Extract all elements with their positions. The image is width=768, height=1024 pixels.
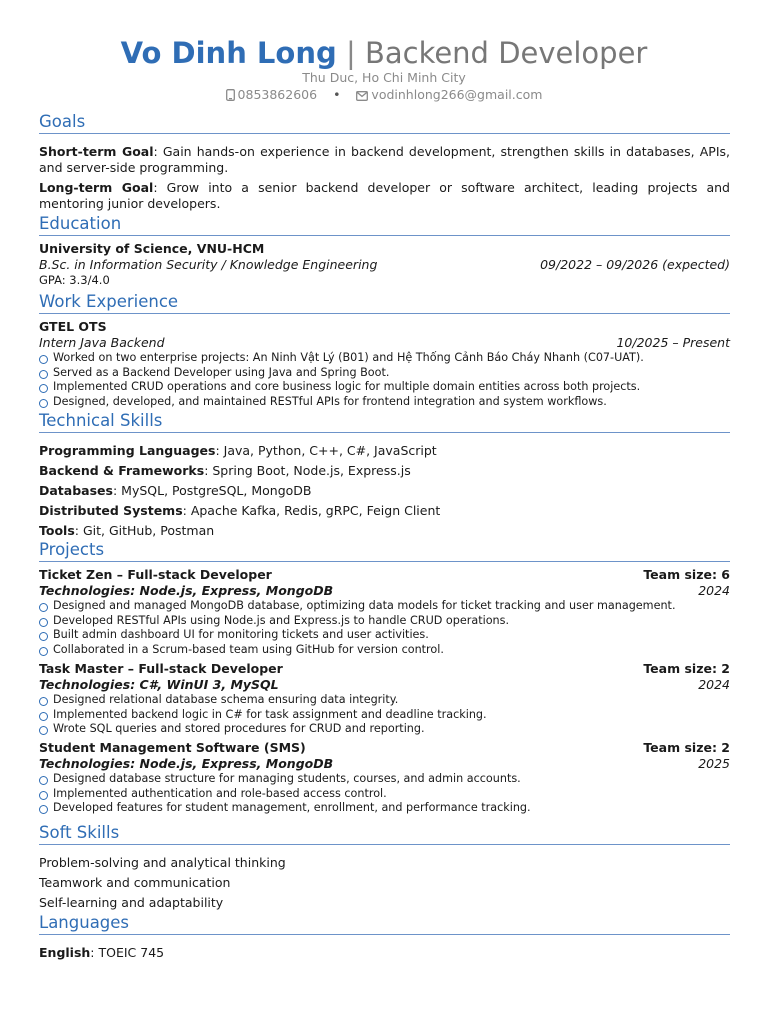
education-dates: 09/2022 – 09/2026 (expected) [540,257,730,272]
list-item: Problem-solving and analytical thinking [39,855,286,870]
resume-header [0,0,768,105]
project-tech: Technologies: Node.js, Express, MongoDB [39,755,334,771]
skill-label: Tools [39,523,75,538]
list-item: Wrote SQL queries and stored procedures for CRUD and reporting. [39,722,730,737]
project-bullets [39,693,730,737]
soft-skills-section [39,823,730,913]
goal-label: Long-term Goal [39,180,154,195]
project-bullets [39,772,730,816]
list-item: Served as a Backend Developer using Java and Spring Boot. [39,366,730,381]
language-label: English [39,945,91,960]
list-item: Implemented backend logic in C# for task assignment and deadline tracking. [39,708,730,723]
company-name: GTEL OTS [39,319,107,334]
skill-row [39,441,730,461]
languages-section [39,913,730,963]
skill-label: Databases [39,483,113,498]
section-title-education: Education [39,214,730,236]
work-bullets [39,351,730,410]
skill-text: : Git, GitHub, Postman [74,523,215,538]
contact-separator: • [333,87,341,102]
phone-icon [226,88,235,105]
skills-list [39,441,730,541]
skill-label: Distributed Systems [39,503,183,518]
projects-section [39,540,730,816]
project-header [39,567,730,583]
skill-row [39,461,730,481]
project-header [39,740,730,756]
section-title-goals: Goals [39,112,730,134]
list-item: Self-learning and adaptability [39,895,224,910]
position-row [39,335,730,351]
list-item: Designed, developed, and maintained RESTful APIs for frontend integration and system workflows. [39,395,730,410]
project-task-master [39,661,730,737]
degree: B.Sc. in Information Security / Knowledge Engineering [39,257,378,272]
skill-row [39,501,730,521]
list-item: Teamwork and communication [39,875,231,890]
degree-row [39,257,730,273]
section-title-projects: Projects [39,540,730,562]
school-name: University of Science, VNU-HCM [39,241,265,256]
email-icon [356,88,368,105]
skill-text: : Apache Kafka, Redis, gRPC, Feign Client [182,503,441,518]
gpa: GPA: 3.3/4.0 [39,273,110,287]
project-year: 2024 [698,676,730,692]
goal-text: : Gain hands-on experience in backend development, strengthen skills in databases, APIs, and server-side programming. [39,144,730,175]
section-title-work: Work Experience [39,292,730,314]
project-tech-row [39,677,730,693]
goal-long-term [39,180,730,212]
list-item: Implemented authentication and role-based access control. [39,787,730,802]
job-title: Backend Developer [364,36,648,70]
project-year: 2025 [698,755,730,771]
skill-text: : Java, Python, C++, C#, JavaScript [215,443,437,458]
goal-short-term [39,144,730,176]
goal-label: Short-term Goal [39,144,154,159]
project-name: Student Management Software (SMS) [39,739,306,755]
work-section [39,292,730,410]
name-line [0,36,768,70]
goal-text: : Grow into a senior backend developer or software architect, leading projects and mentoring junior developers. [39,180,730,211]
skills-section [39,411,730,541]
list-item: Designed and managed MongoDB database, optimizing data models for ticket tracking and user management. [39,599,730,614]
goals-section [39,112,730,212]
position: Intern Java Backend [39,335,165,350]
project-tech: Technologies: C#, WinUI 3, MySQL [39,676,279,692]
section-title-languages: Languages [39,913,730,935]
section-title-skills: Technical Skills [39,411,730,433]
contact-line [0,86,768,105]
skill-label: Programming Languages [39,443,216,458]
language-row [39,943,730,963]
candidate-name: Vo Dinh Long [120,36,337,70]
project-tech-row [39,583,730,599]
section-title-soft-skills: Soft Skills [39,823,730,845]
skill-row [39,521,730,541]
team-size: Team size: 2 [643,739,730,755]
list-item: Built admin dashboard UI for monitoring tickets and user activities. [39,628,730,643]
team-size: Team size: 2 [643,660,730,676]
list-item: Developed features for student management, enrollment, and performance tracking. [39,801,730,816]
location: Thu Duc, Ho Chi Minh City [302,70,466,85]
project-name: Task Master – Full-stack Developer [39,660,283,676]
project-bullets [39,599,730,658]
list-item: Worked on two enterprise projects: An Ninh Vật Lý (B01) and Hệ Thống Cảnh Báo Cháy Nhanh (C07-UAT). [39,351,730,366]
skill-row [39,481,730,501]
list-item: Designed database structure for managing students, courses, and admin accounts. [39,772,730,787]
soft-skills-list [39,853,730,913]
team-size: Team size: 6 [643,567,730,582]
project-tech-row [39,756,730,772]
project-tech: Technologies: Node.js, Express, MongoDB [39,583,334,598]
skill-label: Backend & Frameworks [39,463,205,478]
project-header [39,661,730,677]
skill-text: : Spring Boot, Node.js, Express.js [204,463,411,478]
work-dates: 10/2025 – Present [616,335,730,350]
skill-text: : MySQL, PostgreSQL, MongoDB [112,483,312,498]
project-ticket-zen [39,567,730,658]
list-item: Collaborated in a Scrum-based team using GitHub for version control. [39,643,730,658]
project-year: 2024 [698,583,730,598]
phone-number[interactable]: 0853862606 [237,87,318,102]
title-separator: | [345,36,356,70]
email-address[interactable]: vodinhlong266@gmail.com [371,87,543,102]
language-text: : TOEIC 745 [90,945,165,960]
list-item: Developed RESTful APIs using Node.js and Express.js to handle CRUD operations. [39,614,730,629]
list-item: Designed relational database schema ensuring data integrity. [39,693,730,708]
project-name: Ticket Zen – Full-stack Developer [39,567,272,582]
project-sms [39,740,730,816]
education-section [39,214,730,288]
list-item: Implemented CRUD operations and core business logic for multiple domain entities across both projects. [39,380,730,395]
